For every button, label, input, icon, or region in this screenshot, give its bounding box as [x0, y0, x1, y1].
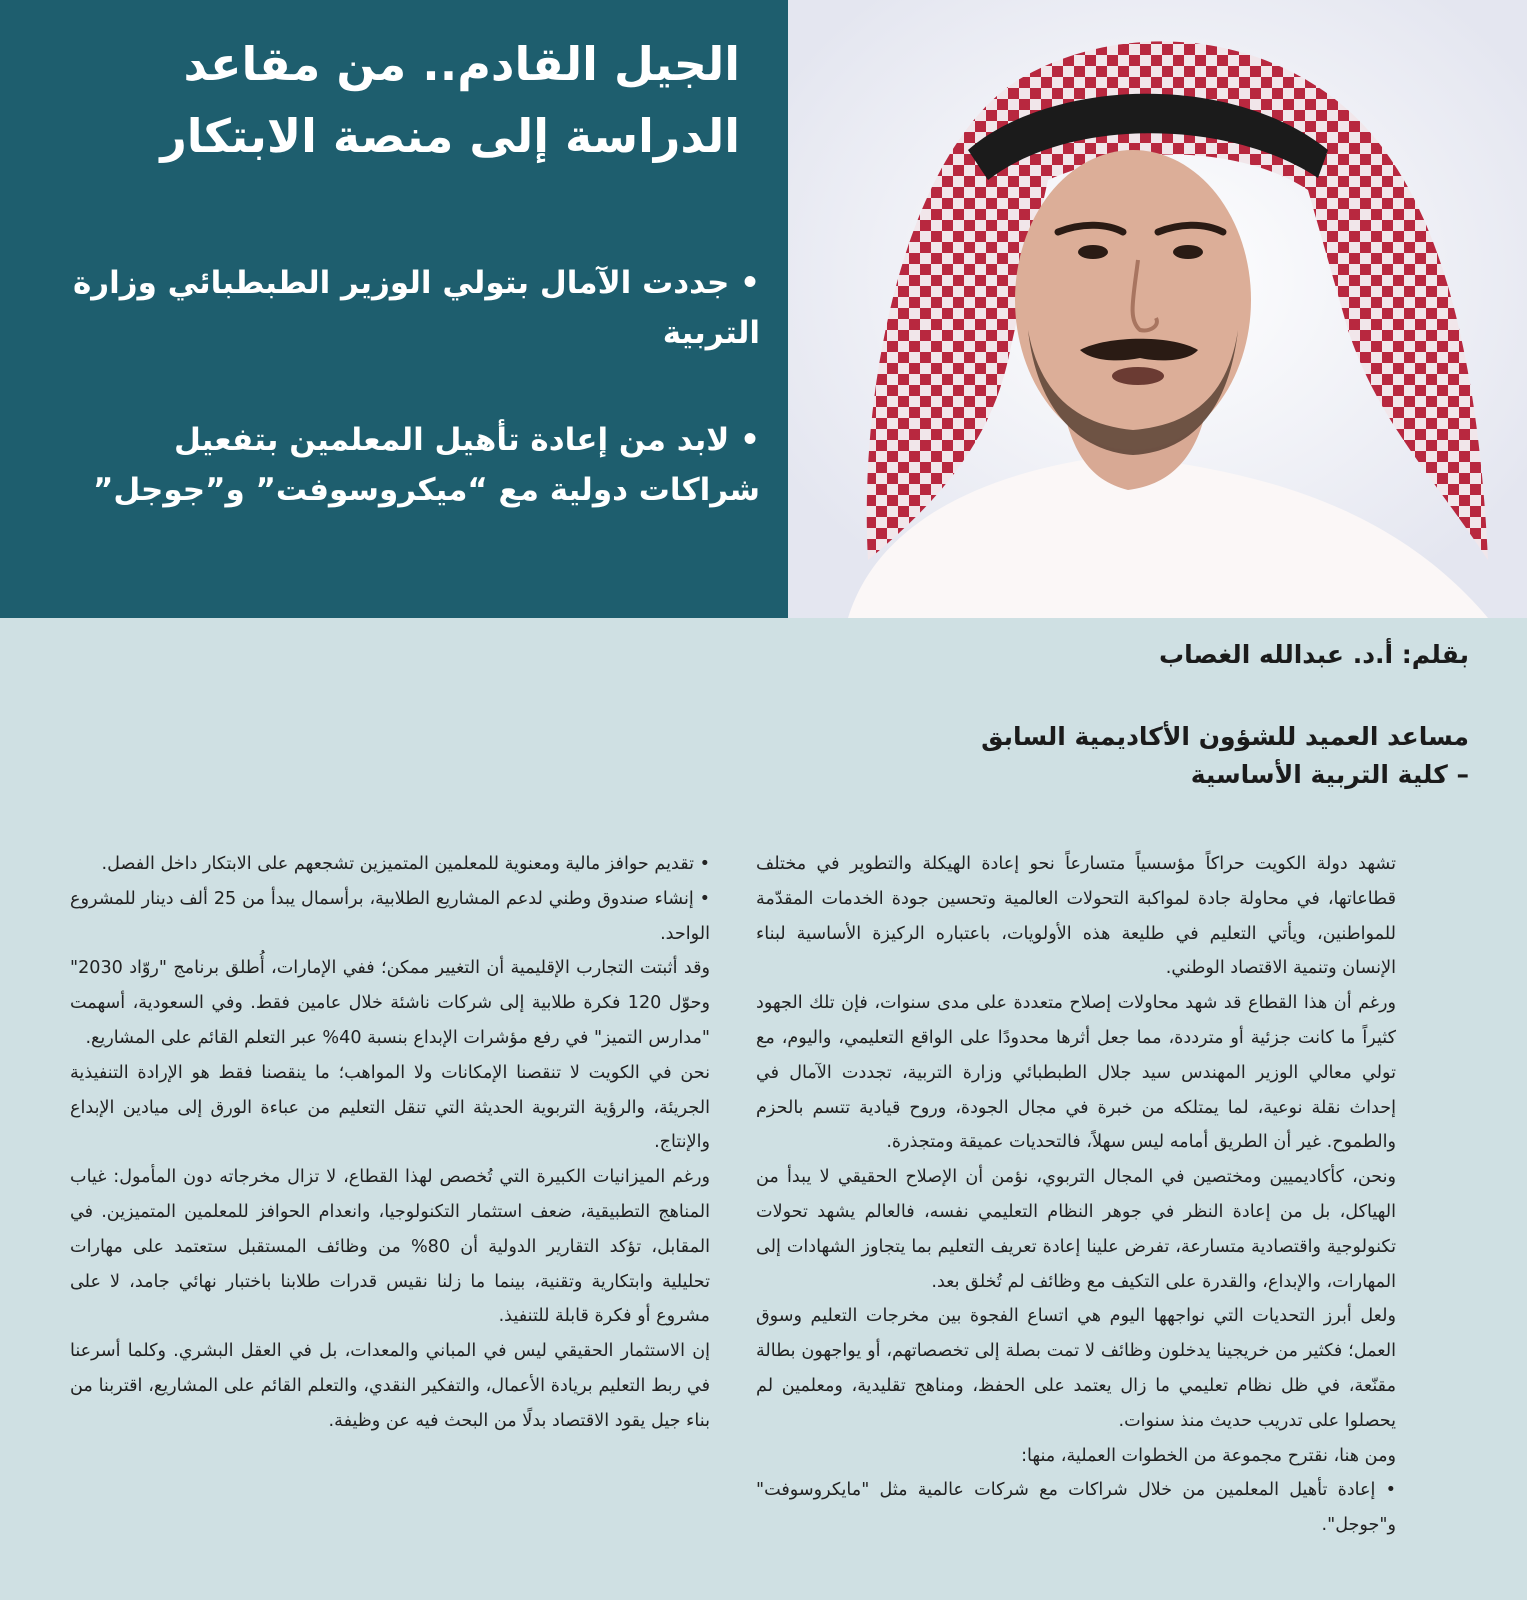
- article-column-left: [70, 847, 710, 1439]
- author-title: [669, 718, 1469, 794]
- headline: [40, 28, 740, 172]
- paragraph: ولعل أبرز التحديات التي نواجهها اليوم هي اتساع الفجوة بين مخرجات التعليم وسوق العمل؛ فكثير من خريجينا يدخلون وظائف لا تمت بصلة إلى تخصصاتهم، أو يواجهون بطالة مقنّعة، في ظل نظام تعليمي ما زال يعتمد على الحفظ، ومناهج تقليدية، ومعلمين لم يحصلوا على تدريب حديث منذ سنوات.: [756, 1306, 1396, 1431]
- headline-line-2: الدراسة إلى منصة الابتكار: [160, 109, 740, 163]
- bullet-item: • إعادة تأهيل المعلمين من خلال شراكات مع شركات عالمية مثل "مايكروسوفت" و"جوجل".: [756, 1480, 1396, 1536]
- paragraph: إن الاستثمار الحقيقي ليس في المباني والمعدات، بل في العقل البشري. وكلما أسرعنا في ربط التعليم بريادة الأعمال، والتفكير النقدي، والتعلم القائم على المشاريع، اقتربنا من بناء جيل يقود الاقتصاد بدلًا من البحث فيه عن وظيفة.: [70, 1341, 710, 1431]
- highlight-1: • جددت الآمال بتولي الوزير الطبطبائي وزارة التربية: [72, 265, 760, 351]
- paragraph: وقد أثبتت التجارب الإقليمية أن التغيير ممكن؛ ففي الإمارات، أُطلق برنامج "روّاد 2030" وحوّل 120 فكرة طلابية إلى شركات ناشئة خلال عامين فقط. وفي السعودية، أسهمت "مدارس التميز" في رفع مؤشرات الإبداع بنسبة 40% عبر التعلم القائم على المشاريع.: [70, 958, 710, 1048]
- author-byline: بقلم: أ.د. عبدالله الغصاب: [1159, 640, 1469, 669]
- paragraph: ورغم الميزانيات الكبيرة التي تُخصص لهذا القطاع، لا تزال مخرجاته دون المأمول: غياب المناهج التطبيقية، ضعف استثمار التكنولوجيا، وانعدام الحوافز للمعلمين المتميزين. في المقابل، تؤكد التقارير الدولية أن 80% من وظائف المستقبل ستعتمد على مهارات تحليلية وابتكارية وتقنية، بينما ما زلنا نقيس قدرات طلابنا باختبار نهائي جامد، لا على مشروع أو فكرة قابلة للتنفيذ.: [70, 1167, 710, 1327]
- headline-line-1: الجيل القادم.. من مقاعد: [183, 37, 740, 91]
- highlights: [70, 258, 760, 572]
- bullet-item: • إنشاء صندوق وطني لدعم المشاريع الطلابية، برأسمال يبدأ من 25 ألف دينار للمشروع الواحد.: [70, 888, 711, 944]
- bullet-item: • تقديم حوافز مالية ومعنوية للمعلمين المتميزين تشجعهم على الابتكار داخل الفصل.: [101, 854, 710, 874]
- paragraph: ونحن، كأكاديميين ومختصين في المجال التربوي، نؤمن أن الإصلاح الحقيقي لا يبدأ من الهياكل، بل من إعادة النظر في جوهر النظام التعليمي نفسه، فالعالم يشهد تحولات تكنولوجية واقتصادية متسارعة، تفرض علينا إعادة تعريف التعليم بما يتجاوز الشهادات إلى المهارات، والإبداع، والقدرة على التكيف مع وظائف لم تُخلق بعد.: [756, 1167, 1396, 1292]
- author-photo: [788, 0, 1527, 618]
- article-column-right: [756, 847, 1396, 1543]
- author-title-line-1: مساعد العميد للشؤون الأكاديمية السابق: [981, 722, 1469, 751]
- highlight-2: • لابد من إعادة تأهيل المعلمين بتفعيل شراكات دولية مع “ميكروسوفت” و”جوجل”: [92, 422, 760, 508]
- paragraph: تشهد دولة الكويت حراكاً مؤسسياً متسارعاً نحو إعادة الهيكلة والتطوير في مختلف قطاعاتها، في محاولة جادة لمواكبة التحولات العالمية وتحسين جودة الخدمات المقدّمة للمواطنين، ويأتي التعليم في طليعة هذه الأولويات، باعتباره الركيزة الأساسية لبناء الإنسان وتنمية الاقتصاد الوطني.: [756, 854, 1396, 979]
- paragraph: ورغم أن هذا القطاع قد شهد محاولات إصلاح متعددة على مدى سنوات، فإن تلك الجهود كثيراً ما كانت جزئية أو مترددة، مما جعل أثرها محدودًا على الواقع التعليمي، واليوم، مع تولي معالي الوزير المهندس سيد جلال الطبطبائي وزارة التربية، تجددت الآمال في إحداث نقلة نوعية، لما يمتلكه من خبرة في مجال الجودة، وروح قيادية تتسم بالحزم والطموح. غير أن الطريق أمامه ليس سهلاً، فالتحديات عميقة ومتجذرة.: [756, 993, 1396, 1153]
- paragraph: ومن هنا، نقترح مجموعة من الخطوات العملية، منها:: [1021, 1445, 1396, 1466]
- paragraph: نحن في الكويت لا تنقصنا الإمكانات ولا المواهب؛ ما ينقصنا فقط هو الإرادة التنفيذية الجريئة، والرؤية التربوية الحديثة التي تنقل التعليم من عباءة الورق إلى ميادين الإبداع والإنتاج.: [70, 1062, 710, 1153]
- author-title-line-2: – كلية التربية الأساسية: [1190, 760, 1469, 789]
